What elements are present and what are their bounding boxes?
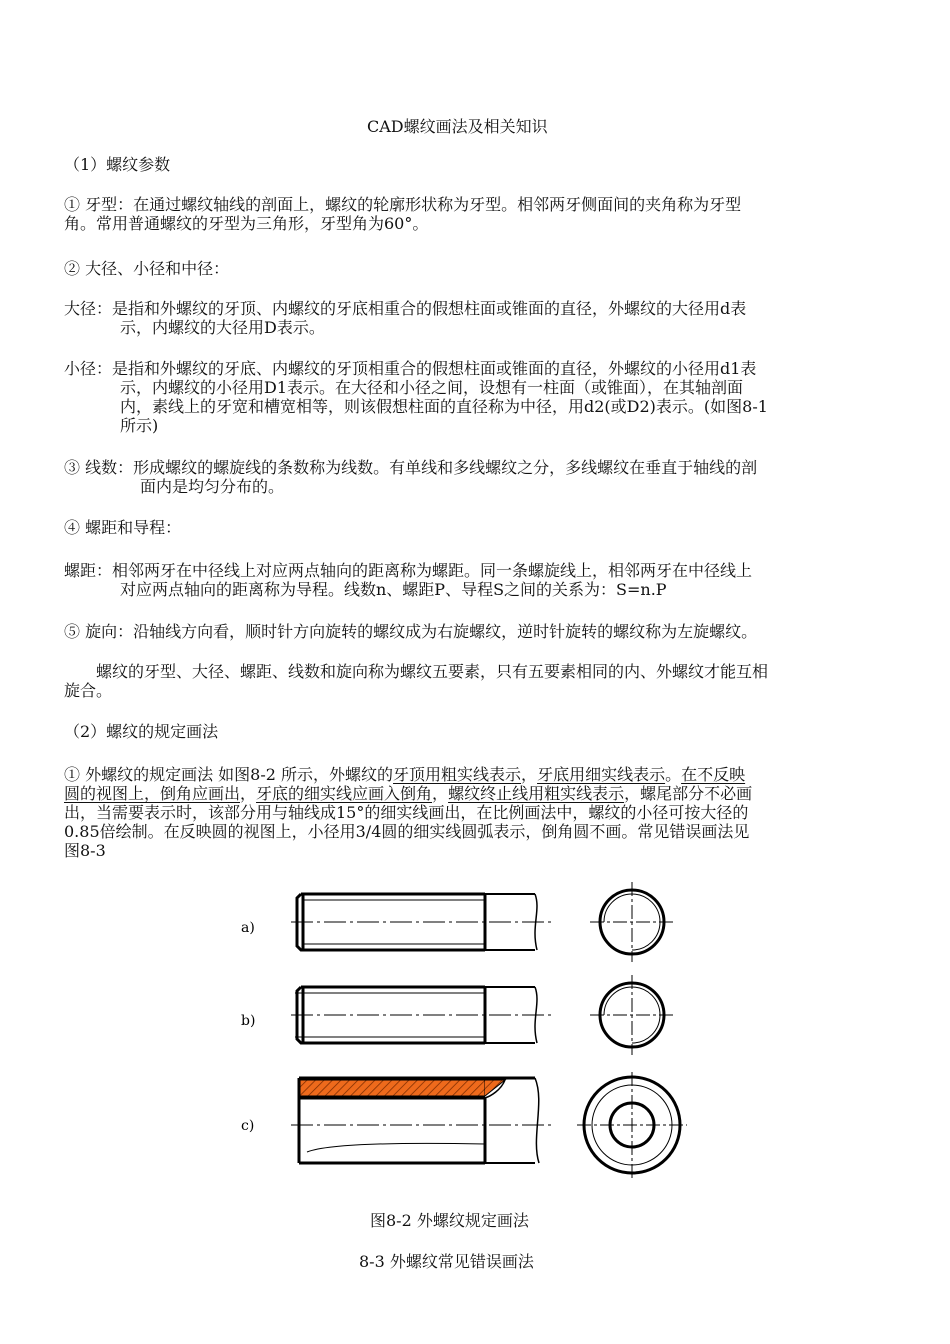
drawing-rules-text: ， bbox=[240, 784, 257, 803]
major-diameter-line1: 大径：是指和外螺纹的牙顶、内螺纹的牙底相重合的假想柱面或锥面的直径，外螺纹的大径用d表 bbox=[64, 299, 747, 318]
figure-caption-8-3: 8-3 外螺纹常见错误画法 bbox=[359, 1252, 534, 1271]
drawing-rules-line5: 图8-3 bbox=[64, 841, 106, 860]
drawing-rules-text: 。 bbox=[665, 765, 682, 784]
minor-diameter-line3: 内，素线上的牙宽和槽宽相等，则该假想柱面的直径称为中径，用d2(或D2)表示。(如图8-1 bbox=[120, 397, 768, 416]
label-c: c) bbox=[241, 1118, 255, 1134]
drawing-rules-line3: 出，当需要表示时，该部分用与轴线成15°的细实线画出，在比例画法中，螺纹的小径可按大径的 bbox=[64, 803, 749, 822]
thread-profile-para-line2: 角。常用普通螺纹的牙型为三角形，牙型角为60°。 bbox=[64, 214, 429, 233]
diameters-heading: ② 大径、小径和中径： bbox=[64, 259, 230, 278]
drawing-b bbox=[241, 975, 675, 1055]
drawing-rules-underlined: 在不反映 bbox=[681, 765, 746, 784]
section1-heading: （1）螺纹参数 bbox=[64, 155, 171, 174]
drawing-rules-line2 bbox=[64, 784, 752, 803]
drawing-rules-line1 bbox=[64, 765, 745, 784]
section2-heading: （2）螺纹的规定画法 bbox=[64, 722, 219, 741]
pitch-lead-heading: ④ 螺距和导程： bbox=[64, 518, 182, 537]
drawing-c bbox=[241, 1072, 687, 1180]
pitch-line2: 对应两点轴向的距离称为导程。线数n、螺距P、导程S之间的关系为：S=n.P bbox=[120, 580, 667, 599]
thread-count-line2: 面内是均匀分布的。 bbox=[140, 477, 285, 496]
drawing-a bbox=[241, 882, 675, 962]
drawing-rules-text: ， bbox=[521, 765, 538, 784]
drawing-rules-text: ， bbox=[432, 784, 449, 803]
five-elements-line1: 螺纹的牙型、大径、螺距、线数和旋向称为螺纹五要素，只有五要素相同的内、外螺纹才能互相 bbox=[96, 662, 769, 681]
minor-diameter-line4: 所示) bbox=[120, 416, 159, 435]
drawing-rules-underlined: 牙底的细实线应画入倒角 bbox=[256, 784, 433, 803]
hatched-section bbox=[299, 1080, 485, 1096]
minor-diameter-line2: 示，内螺纹的小径用D1表示。在大径和小径之间，设想有一柱面（或锥面），在其轴剖面 bbox=[120, 378, 744, 397]
minor-diameter-line1: 小径：是指和外螺纹的牙底、内螺纹的牙顶相重合的假想柱面或锥面的直径，外螺纹的小径用d1表 bbox=[64, 359, 757, 378]
drawing-rules-underlined: 圆的视图上，倒角应画出 bbox=[64, 784, 241, 803]
handedness-para: ⑤ 旋向：沿轴线方向看，顺时针方向旋转的螺纹成为右旋螺纹，逆时针旋转的螺纹称为左旋螺纹。 bbox=[64, 622, 758, 641]
figure-caption-8-2: 图8-2 外螺纹规定画法 bbox=[370, 1211, 529, 1230]
drawing-rules-text: ，螺尾部分不必画 bbox=[624, 784, 753, 803]
drawing-rules-underlined: 牙顶用粗实线表示 bbox=[393, 765, 522, 784]
thread-profile-para-line1: ① 牙型：在通过螺纹轴线的剖面上，螺纹的轮廓形状称为牙型。相邻两牙侧面间的夹角称为牙型 bbox=[64, 195, 742, 214]
pitch-line1: 螺距：相邻两牙在中径线上对应两点轴向的距离称为螺距。同一条螺旋线上，相邻两牙在中径线上 bbox=[64, 561, 753, 580]
drawing-rules-underlined: 螺纹终止线用粗实线表示 bbox=[448, 784, 625, 803]
drawing-rules-line4: 0.85倍绘制。在反映圆的视图上，小径用3/4圆的细实线圆弧表示，倒角圆不画。常见错误画法见 bbox=[64, 822, 750, 841]
drawing-rules-text: ① 外螺纹的规定画法 如图8-2 所示，外螺纹的 bbox=[64, 765, 394, 784]
thread-count-line1: ③ 线数：形成螺纹的螺旋线的条数称为线数。有单线和多线螺纹之分，多线螺纹在垂直于轴线的剖 bbox=[64, 458, 758, 477]
document-title: CAD螺纹画法及相关知识 bbox=[367, 117, 548, 136]
drawing-rules-underlined: 牙底用细实线表示 bbox=[537, 765, 666, 784]
label-a: a) bbox=[241, 920, 255, 936]
five-elements-line2: 旋合。 bbox=[64, 681, 113, 700]
major-diameter-line2: 示，内螺纹的大径用D表示。 bbox=[120, 318, 325, 337]
thread-drawing-figure bbox=[235, 880, 705, 1190]
label-b: b) bbox=[241, 1013, 256, 1029]
